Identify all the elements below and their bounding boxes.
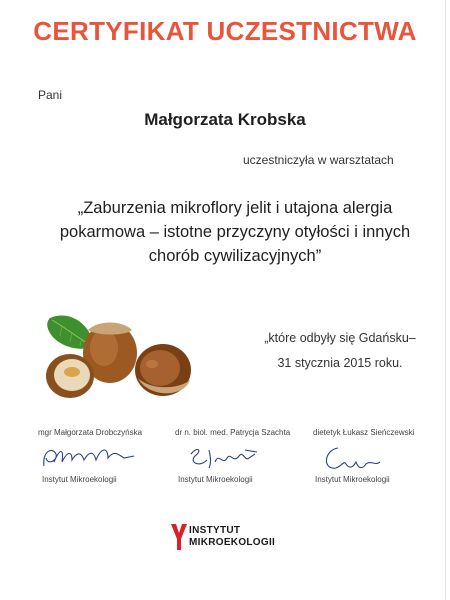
recipient-name: Małgorzata Krobska: [144, 110, 306, 129]
signatory-institute: Instytut Mikroekologii: [178, 475, 253, 484]
hazelnuts-illustration: [38, 308, 198, 408]
workshop-title-line: pokarmowa – istotne przyczyny otyłości i innych: [59, 223, 411, 241]
hazelnut-shell-icon: [135, 344, 191, 396]
signatory-name: mgr Małgorzata Drobczyńska: [38, 428, 143, 437]
workshop-title-line: chorób cywilizacyjnych”: [148, 247, 322, 265]
hazelnut-cracked-icon: [46, 354, 94, 398]
event-line: „które odbyły się Gdańsku–: [264, 331, 416, 345]
logo-text: MIKROEKOLOGII: [189, 537, 276, 548]
workshop-title: [40, 196, 430, 268]
signatory-name: dietetyk Łukasz Sieńczewski: [313, 428, 415, 437]
page-edge: [445, 0, 446, 600]
handwritten-signature: [185, 440, 295, 474]
participation-text: uczestniczyła w warsztatach: [243, 153, 394, 167]
certificate-title: CERTYFIKAT UCZESTNICTWA: [33, 16, 417, 46]
handwritten-signature: [38, 440, 148, 474]
logo-text: INSTYTUT: [189, 525, 241, 536]
event-details: [245, 326, 435, 376]
signatory-name: dr n. biol. med. Patrycja Szachta: [175, 428, 291, 437]
handwritten-signature: [318, 440, 428, 474]
event-line: 31 stycznia 2015 roku.: [277, 356, 403, 370]
salutation: Pani: [38, 88, 63, 102]
signatory-institute: Instytut Mikroekologii: [42, 475, 117, 484]
signatory-institute: Instytut Mikroekologii: [315, 475, 390, 484]
logo-y-icon: [170, 523, 188, 551]
workshop-title-line: „Zaburzenia mikroflory jelit i utajona alergia: [77, 199, 393, 217]
institute-logo: [170, 521, 290, 561]
